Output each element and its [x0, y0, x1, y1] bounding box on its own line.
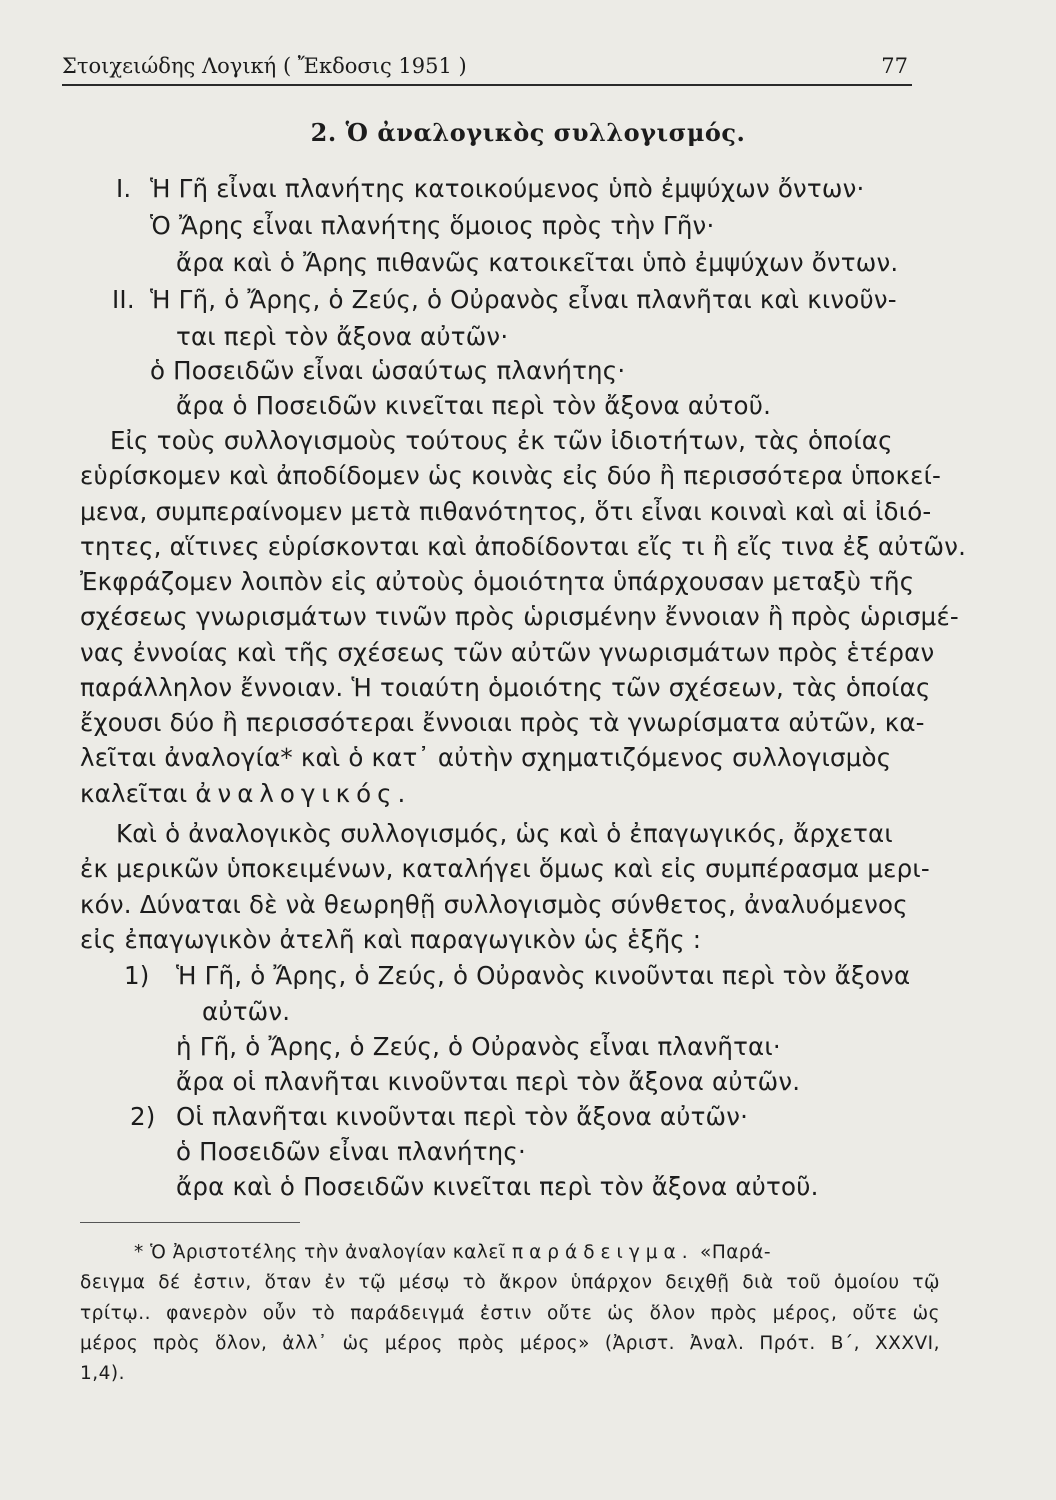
paragraph-line: παράλληλον ἔννοιαν. Ἡ τοιαύτη ὁμοιότης τῶν σχέσεων, τὰς ὁποίας: [80, 673, 931, 702]
example-1-line: Ὁ Ἄρης εἶναι πλανήτης ὅμοιος πρὸς τὴν Γῆν·: [150, 211, 715, 240]
paragraph-line: κόν. Δύναται δὲ νὰ θεωρηθῇ συλλογισμὸς σύνθετος, ἀναλυόμενος: [80, 890, 908, 919]
example-2-marker: II.: [112, 285, 135, 314]
analysis-2-line: Οἱ πλανῆται κινοῦνται περὶ τὸν ἄξονα αὐτῶν·: [176, 1102, 749, 1131]
analysis-2-line: ὁ Ποσειδῶν εἶναι πλανήτης·: [176, 1137, 526, 1166]
paragraph-line: τητες, αἵτινες εὑρίσκονται καὶ ἀποδίδονται εἴς τι ἢ εἴς τινα ἐξ αὐτῶν.: [80, 532, 967, 561]
footnote-text: «Παρά-: [693, 1242, 772, 1263]
paragraph-line: Εἰς τοὺς συλλογισμοὺς τούτους ἐκ τῶν ἰδιοτήτων, τὰς ὁποίας: [110, 426, 893, 455]
paragraph-text: καλεῖται: [80, 779, 196, 808]
example-1-marker: I.: [116, 174, 132, 203]
running-title: Στοιχειώδης Λογική ( Ἔκδοσις 1951 ): [62, 54, 467, 78]
paragraph-line: ἐκ μερικῶν ὑποκειμένων, καταλήγει ὅμως καὶ εἰς συμπέρασμα μερι-: [80, 854, 930, 883]
paragraph-line: εἰς ἐπαγωγικὸν ἀτελῆ καὶ παραγωγικὸν ὡς ἑξῆς :: [80, 925, 702, 954]
analysis-1-line: ἄρα οἱ πλανῆται κινοῦνται περὶ τὸν ἄξονα αὐτῶν.: [176, 1067, 801, 1096]
spaced-term: παράδειγμα.: [511, 1242, 694, 1263]
example-1-line: Ἡ Γῆ εἶναι πλανήτης κατοικούμενος ὑπὸ ἐμψύχων ὄντων·: [150, 174, 865, 203]
example-2-line: ὁ Ποσειδῶν εἶναι ὡσαύτως πλανήτης·: [150, 356, 626, 385]
analysis-1-line: αὐτῶν.: [202, 997, 291, 1026]
footnote-line: μέρος πρὸς ὅλον, ἀλλ᾽ ὡς μέρος πρὸς μέρος» (Ἀριστ. Ἀναλ. Πρότ. Β΄, XXXVI,: [80, 1333, 940, 1354]
page-number: 77: [881, 54, 908, 78]
example-2-line: ἄρα ὁ Ποσειδῶν κινεῖται περὶ τὸν ἄξονα αὐτοῦ.: [176, 391, 772, 420]
paragraph-line: Ἐκφράζομεν λοιπὸν εἰς αὐτοὺς ὁμοιότητα ὑπάρχουσαν μεταξὺ τῆς: [80, 567, 915, 596]
paragraph-line: μενα, συμπεραίνομεν μετὰ πιθανότητος, ὅτι εἶναι κοιναὶ καὶ αἱ ἰδιό-: [80, 497, 932, 526]
analysis-1-marker: 1): [124, 961, 150, 990]
example-2-line: ται περὶ τὸν ἄξονα αὐτῶν·: [176, 322, 509, 351]
footnote-line: δειγμα δέ ἐστιν, ὅταν ἐν τῷ μέσῳ τὸ ἄκρον ὑπάρχον δειχθῇ διὰ τοῦ ὁμοίου τῷ: [80, 1272, 940, 1293]
analysis-2-line: ἄρα καὶ ὁ Ποσειδῶν κινεῖται περὶ τὸν ἄξονα αὐτοῦ.: [176, 1172, 819, 1201]
footnote-text: * Ὁ Ἀριστοτέλης τὴν ἀναλογίαν καλεῖ: [134, 1242, 512, 1263]
footnote-divider: [80, 1222, 300, 1223]
paragraph-line: [80, 779, 411, 809]
footnote-line: 1,4).: [80, 1363, 126, 1384]
footnote-line: τρίτῳ.. φανερὸν οὖν τὸ παράδειγμά ἐστιν οὔτε ὡς ὅλον πρὸς μέρος, οὔτε ὡς: [80, 1303, 940, 1324]
running-header: [62, 48, 912, 86]
paragraph-line: σχέσεως γνωρισμάτων τινῶν πρὸς ὡρισμένην ἔννοιαν ἢ πρὸς ὡρισμέ-: [80, 602, 959, 631]
spaced-term: ἀναλογικός.: [195, 779, 412, 808]
example-1-line: ἄρα καὶ ὁ Ἄρης πιθανῶς κατοικεῖται ὑπὸ ἐμψύχων ὄντων.: [176, 248, 899, 277]
analysis-1-line: ἡ Γῆ, ὁ Ἄρης, ὁ Ζεύς, ὁ Οὐρανὸς εἶναι πλανῆται·: [176, 1032, 781, 1061]
analysis-1-line: Ἡ Γῆ, ὁ Ἄρης, ὁ Ζεύς, ὁ Οὐρανὸς κινοῦνται περὶ τὸν ἄξονα: [176, 961, 911, 990]
analysis-2-marker: 2): [130, 1102, 156, 1131]
paragraph-line: λεῖται ἀναλογία* καὶ ὁ κατ᾽ αὐτὴν σχηματιζόμενος συλλογισμὸς: [80, 743, 892, 772]
paragraph-line: Καὶ ὁ ἀναλογικὸς συλλογισμός, ὡς καὶ ὁ ἐπαγωγικός, ἄρχεται: [116, 819, 893, 848]
section-title: 2. Ὁ ἀναλογικὸς συλλογισμός.: [310, 118, 746, 147]
example-2-line: Ἡ Γῆ, ὁ Ἄρης, ὁ Ζεύς, ὁ Οὐρανὸς εἶναι πλανῆται καὶ κινοῦν-: [150, 285, 897, 314]
paragraph-line: νας ἐννοίας καὶ τῆς σχέσεως τῶν αὐτῶν γνωρισμάτων πρὸς ἑτέραν: [80, 638, 935, 667]
footnote-line: [134, 1240, 771, 1266]
paragraph-line: εὑρίσκομεν καὶ ἀποδίδομεν ὡς κοινὰς εἰς δύο ἢ περισσότερα ὑποκεί-: [80, 461, 942, 490]
paragraph-line: ἔχουσι δύο ἢ περισσότεραι ἔννοιαι πρὸς τὰ γνωρίσματα αὐτῶν, κα-: [80, 708, 925, 737]
